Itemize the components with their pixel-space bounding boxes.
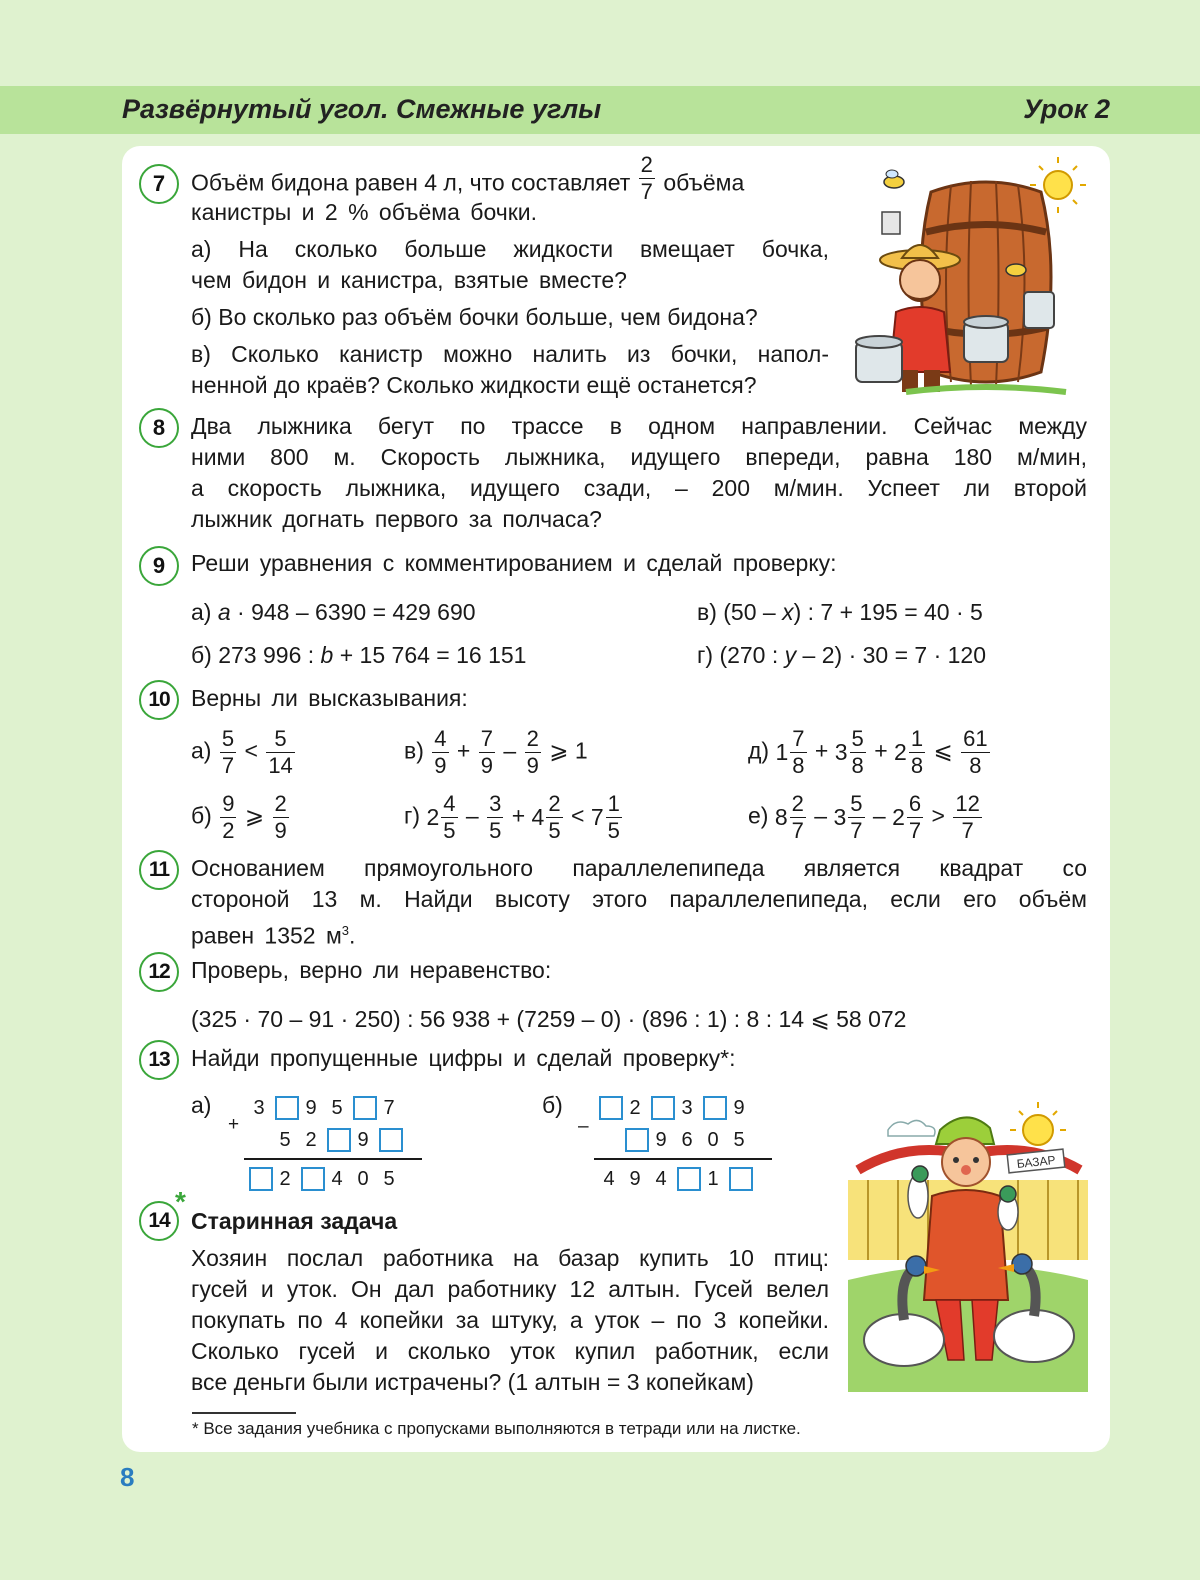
task9-equation-v: в) (50 – x) : 7 + 195 = 40 · 5: [697, 599, 983, 625]
task13-a-row3: [246, 1163, 402, 1194]
footnote-rule: [192, 1412, 296, 1414]
missing-digit-box: [726, 1164, 752, 1194]
task-number-14: 14: [139, 1201, 179, 1241]
task7-a-line2: чем бидон и канистра, взятые вместе?: [191, 267, 627, 293]
task13-b-row1: [596, 1092, 752, 1123]
task13-a-row2: [272, 1124, 402, 1155]
task10-statement-d: д) 1 $\frac{7}{8}$ + 3 $\frac{5}{8}$ + 2 $\frac{1}{8}$ ⩽ $\frac{61}{8}$: [748, 726, 988, 778]
digit: 2: [629, 1096, 641, 1119]
digit: 4: [331, 1167, 343, 1190]
task14-title: Старинная задача: [191, 1208, 398, 1234]
missing-digit-box: [674, 1164, 700, 1194]
task7-line2: канистры и 2 % объёма бочки.: [191, 199, 538, 225]
missing-digit-box: [272, 1093, 298, 1123]
digit: 9: [733, 1096, 745, 1119]
task11-line1: Основанием прямоугольного параллелепипеда является квадрат со: [191, 855, 1087, 881]
digit: 9: [357, 1128, 369, 1151]
task9-equation-b: б) 273 996 : b + 15 764 = 16 151: [191, 642, 527, 668]
task7-line1-pre: Объём бидона равен 4 л, что составляет: [191, 169, 631, 196]
task13-a-plus-sign: +: [228, 1114, 240, 1135]
digit: 3: [253, 1096, 265, 1119]
footnote: * Все задания учебника с пропусками выполняются в тетради или на листке.: [192, 1419, 801, 1438]
task11-line3: равен 1352 $м^3$.: [191, 922, 356, 949]
task13-a-row1: [246, 1092, 402, 1123]
task8-line1: Два лыжника бегут по трассе в одном направлении. Сейчас между: [191, 413, 1087, 439]
task7-line1-post: объёма: [663, 169, 745, 196]
task10-text: Верны ли высказывания:: [191, 685, 468, 711]
digit: 5: [733, 1128, 745, 1151]
bazaar-geese-illustration: [848, 1100, 1088, 1392]
task14-line5: все деньги были истрачены? (1 алтын = 3 копейкам): [191, 1369, 754, 1395]
task10-statement-g: г) 2 $\frac{4}{5}$ – $\frac{3}{5}$ + 4 $\frac{2}{5}$ < 7 $\frac{1}{5}$: [404, 791, 620, 843]
digit: 5: [383, 1167, 395, 1190]
task10-statement-b: б) $\frac{9}{2}$ ⩾ $\frac{2}{9}$: [191, 791, 287, 843]
missing-digit-box: [350, 1093, 376, 1123]
task7-c-line1: в) Сколько канистр можно налить из бочки, напол-: [191, 341, 829, 367]
digit: 7: [383, 1096, 395, 1119]
task9-equation-g: г) (270 : y – 2) · 30 = 7 · 120: [697, 642, 987, 668]
digit: 5: [279, 1128, 291, 1151]
task10-statement-a: а) $\frac{5}{7}$ < $\frac{5}{14}$: [191, 726, 293, 778]
task13-b-diff-line: [594, 1158, 772, 1160]
task13-a-sum-line: [244, 1158, 422, 1160]
task13-label-b: б): [542, 1092, 563, 1118]
task12-expression: (325 · 70 – 91 · 250) : 56 938 + (7259 – 0) · (896 : 1) : 8 : 14 ⩽ 58 072: [191, 1006, 907, 1032]
task9-text: Реши уравнения с комментированием и сделай проверку:: [191, 550, 837, 576]
task13-b-row2: [622, 1124, 752, 1155]
digit: 5: [331, 1096, 343, 1119]
task14-line1: Хозяин послал работника на базар купить 10 птиц:: [191, 1245, 829, 1271]
digit: 0: [707, 1128, 719, 1151]
digit: 2: [279, 1167, 291, 1190]
digit: 4: [655, 1167, 667, 1190]
digit: 4: [603, 1167, 615, 1190]
task8-line3: а скорость лыжника, идущего сзади, – 200 м/мин. Успеет ли второй: [191, 475, 1087, 501]
task-number-8: 8: [139, 408, 179, 448]
task10-statement-e: е) 8 $\frac{2}{7}$ – 3 $\frac{5}{7}$ – 2 $\frac{6}{7}$ > $\frac{12}{7}$: [748, 791, 980, 843]
digit: 9: [629, 1167, 641, 1190]
task9-equation-a: а) a · 948 – 6390 = 429 690: [191, 599, 476, 625]
task10-statement-v: в) $\frac{4}{9}$ + $\frac{7}{9}$ – $\frac{2}{9}$ ⩾ 1: [404, 726, 588, 778]
missing-digit-box: [324, 1125, 350, 1155]
page-title: Развёрнутый угол. Смежные углы: [122, 94, 602, 124]
task-number-13: 13: [139, 1040, 179, 1080]
task14-line2: гусей и уток. Он дал работнику 12 алтын. Гусей велел: [191, 1276, 829, 1302]
digit: 9: [655, 1128, 667, 1151]
task-number-9: 9: [139, 546, 179, 586]
task13-label-a: а): [191, 1092, 212, 1118]
task13-b-minus-sign: –: [578, 1116, 589, 1137]
task7-c-line2: ненной до краёв? Сколько жидкости ещё останется?: [191, 372, 757, 398]
missing-digit-box: [648, 1093, 674, 1123]
missing-digit-box: [596, 1093, 622, 1123]
task-number-10: 10: [139, 680, 179, 720]
task7-fraction: $\frac{2}{7}$: [640, 152, 653, 204]
missing-digit-box: [622, 1125, 648, 1155]
missing-digit-box: [376, 1125, 402, 1155]
lesson-label: Урок 2: [1023, 94, 1110, 124]
digit: 1: [707, 1167, 719, 1190]
task8-line2: ними 800 м. Скорость лыжника, идущего впереди, равна 180 м/мин,: [191, 444, 1087, 470]
task-number-11: 11: [139, 850, 179, 890]
task12-text: Проверь, верно ли неравенство:: [191, 957, 552, 983]
barrel-farmer-illustration: [846, 152, 1098, 400]
missing-digit-box: [298, 1164, 324, 1194]
task13-text: Найди пропущенные цифры и сделай проверку*:: [191, 1045, 736, 1071]
task14-star-mark: *: [175, 1186, 186, 1217]
task14-line4: Сколько гусей и сколько уток купил работник, если: [191, 1338, 829, 1364]
digit: 6: [681, 1128, 693, 1151]
task-number-7: 7: [139, 164, 179, 204]
missing-digit-box: [700, 1093, 726, 1123]
digit: 9: [305, 1096, 317, 1119]
task7-a-line1: а) На сколько больше жидкости вмещает бочка,: [191, 236, 829, 262]
task7-b: б) Во сколько раз объём бочки больше, чем бидона?: [191, 304, 758, 330]
task14-line3: покупать по 4 копейки за штуку, а уток – по 3 копейки.: [191, 1307, 829, 1333]
digit: 2: [305, 1128, 317, 1151]
task8-line4: лыжник догнать первого за полчаса?: [191, 506, 602, 532]
page-number: 8: [120, 1462, 135, 1492]
bazaar-sign-text: БАЗАР: [1016, 1153, 1057, 1171]
missing-digit-box: [246, 1164, 272, 1194]
digit: 0: [357, 1167, 369, 1190]
digit: 3: [681, 1096, 693, 1119]
task11-line2: стороной 13 м. Найди высоту этого параллелепипеда, если его объём: [191, 886, 1087, 912]
task13-b-row3: [596, 1163, 752, 1194]
task-number-12: 12: [139, 952, 179, 992]
